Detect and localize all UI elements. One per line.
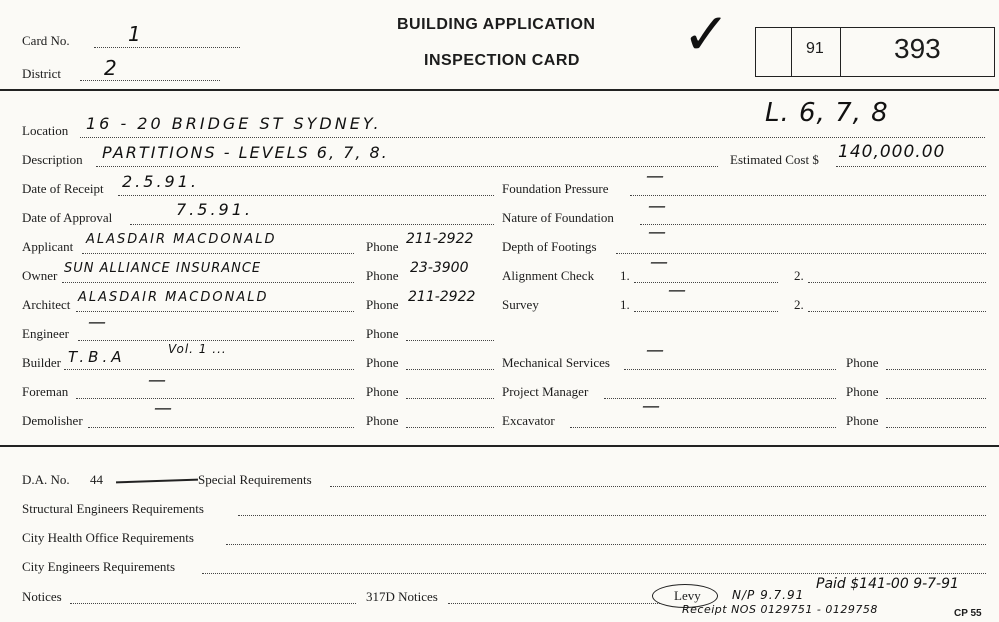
project-manager-dots [604,398,836,399]
estimated-cost-label: Estimated Cost $ [730,152,819,167]
levy-note: N/P 9.7.91 [732,588,805,602]
architect-value: ALASDAIR MACDONALD [78,290,269,305]
date-receipt-dots [118,195,494,196]
foundation-pressure-dots [630,195,986,196]
foundation-nature-label: Nature of Foundation [502,210,614,225]
builder-phone-dots [406,369,494,370]
demolisher-phone-label: Phone [366,413,399,428]
foundation-nature-dots [640,224,986,225]
da-label: D.A. No. [22,472,70,487]
demolisher-dots [88,427,354,428]
date-approval-dots [130,224,494,225]
health-requirements-label: City Health Office Requirements [22,530,194,545]
card-no-dots [94,47,240,48]
project-manager-phone-label: Phone [846,384,879,399]
date-approval-label: Date of Approval [22,210,113,225]
owner-dots [62,282,354,283]
architect-phone-label: Phone [366,297,399,312]
survey-dots-1 [634,311,778,312]
excavator-dots [570,427,836,428]
notices-label: Notices [22,589,62,604]
receipt-note: Receipt NOS 0129751 - 0129758 [682,603,878,616]
demolisher-value: — [154,398,173,419]
project-manager-phone-dots [886,398,986,399]
engineer-phone-label: Phone [366,326,399,341]
date-receipt-label: Date of Receipt [22,181,104,196]
depth-footings-value: — [648,222,667,243]
demolisher-phone-dots [406,427,494,428]
district-label: District [22,66,61,81]
engineer-dots [78,340,354,341]
applicant-value: ALASDAIR MACDONALD [86,232,277,247]
card-number-prefix: 91 [806,40,824,57]
builder-dots [64,369,354,370]
engineer-value: — [88,312,107,333]
special-requirements-dots [330,486,986,487]
architect-phone-value: 211-2922 [408,289,476,305]
builder-value: T.B.A [68,348,126,366]
applicant-label: Applicant [22,239,74,254]
owner-phone-value: 23-3900 [410,260,469,276]
title-line2: INSPECTION CARD [424,52,580,69]
excavator-phone-dots [886,427,986,428]
notices-dots [70,603,356,604]
excavator-value: — [642,396,661,417]
levels-note: L. 6, 7, 8 [765,98,889,128]
builder-note: Vol. 1 ... [168,342,227,356]
alignment-num1: 1. [620,268,630,283]
alignment-num2: 2. [794,268,804,283]
mechanical-phone-dots [886,369,986,370]
structural-requirements-label: Structural Engineers Requirements [22,501,204,516]
mechanical-phone-label: Phone [846,355,879,370]
mechanical-dots [624,369,836,370]
description-value: PARTITIONS - LEVELS 6, 7, 8. [102,143,389,162]
survey-value-1: — [668,280,687,301]
description-dots [96,166,718,167]
paid-note: Paid $141-00 9-7-91 [816,576,959,592]
card-no-label: Card No. [22,33,70,48]
survey-num2: 2. [794,297,804,312]
excavator-label: Excavator [502,413,555,428]
form-code: CP 55 [954,608,982,619]
card-number: 393 [894,33,941,64]
health-requirements-dots [226,544,986,545]
date-approval-value: 7.5.91. [176,200,253,219]
architect-dots [76,311,354,312]
foreman-dots [76,398,354,399]
estimated-cost-dots [836,166,986,167]
description-label: Description [22,152,83,167]
district-value: 2 [104,56,118,80]
location-value: 16 - 20 BRIDGE ST SYDNEY. [86,114,382,133]
date-receipt-value: 2.5.91. [122,172,199,191]
survey-num1: 1. [620,297,630,312]
engineers-requirements-label: City Engineers Requirements [22,559,176,574]
engineer-phone-dots [406,340,494,341]
levy-label: Levy [674,588,701,603]
foreman-phone-label: Phone [366,384,399,399]
alignment-value-1: — [650,252,669,273]
foreman-phone-dots [406,398,494,399]
mechanical-label: Mechanical Services [502,355,610,370]
title-line1: BUILDING APPLICATION [397,16,596,33]
location-label: Location [22,123,69,138]
district-dots [80,80,220,81]
depth-footings-label: Depth of Footings [502,239,597,254]
special-requirements-label: Special Requirements [198,472,312,487]
applicant-phone-label: Phone [366,239,399,254]
builder-label: Builder [22,355,61,370]
structural-requirements-dots [238,515,986,516]
foreman-label: Foreman [22,384,69,399]
owner-phone-label: Phone [366,268,399,283]
owner-label: Owner [22,268,58,283]
architect-label: Architect [22,297,71,312]
excavator-phone-label: Phone [846,413,879,428]
mechanical-value: — [646,340,665,361]
alignment-label: Alignment Check [502,268,595,283]
survey-dots-2 [808,311,986,312]
survey-label: Survey [502,297,539,312]
foundation-pressure-value: — [646,166,665,187]
owner-value: SUN ALLIANCE INSURANCE [64,261,262,276]
notices-317d-dots [448,603,660,604]
alignment-dots-2 [808,282,986,283]
estimated-cost-value: 140,000.00 [838,142,946,162]
card-no-value: 1 [128,22,142,46]
foreman-value: — [148,370,167,391]
location-dots [80,137,985,138]
da-stroke [116,479,198,484]
demolisher-label: Demolisher [22,413,83,428]
checkmark-icon: ✓ [682,0,732,68]
applicant-dots [82,253,354,254]
engineers-requirements-dots [202,573,986,574]
foundation-pressure-label: Foundation Pressure [502,181,609,196]
project-manager-label: Project Manager [502,384,589,399]
depth-footings-dots [616,253,986,254]
notices-317d-label: 317D Notices [366,589,438,604]
da-value: 44 [90,472,103,487]
section-divider [0,445,999,447]
builder-phone-label: Phone [366,355,399,370]
header-divider [0,89,999,91]
engineer-label: Engineer [22,326,69,341]
applicant-phone-value: 211-2922 [406,231,474,247]
foundation-nature-value: — [648,196,667,217]
alignment-dots-1 [634,282,778,283]
